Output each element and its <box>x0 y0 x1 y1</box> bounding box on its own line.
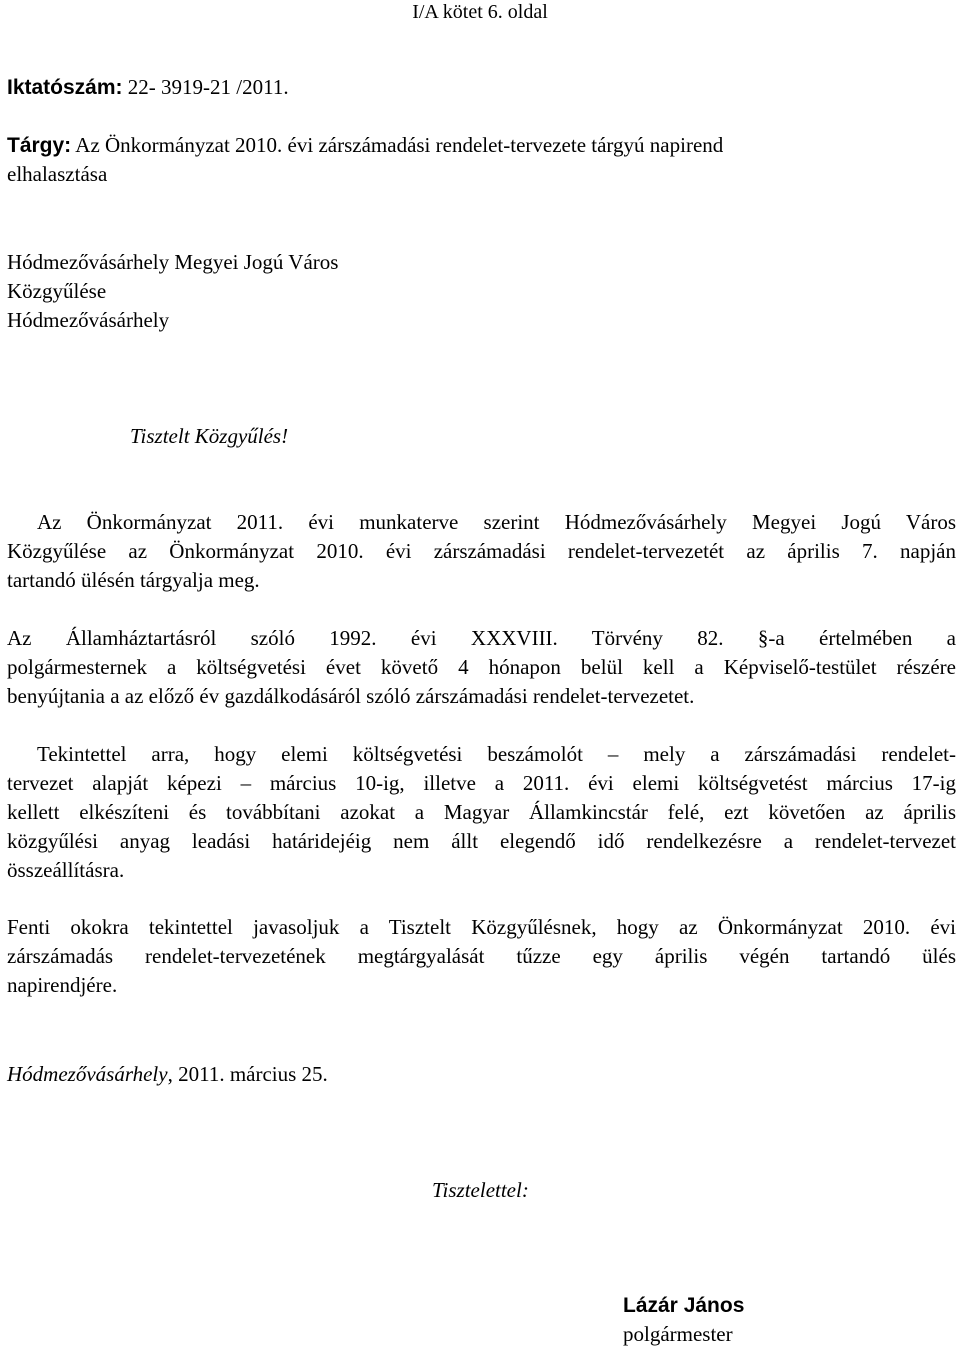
filing-number <box>7 73 289 102</box>
page-header: I/A kötet 6. oldal <box>412 1 548 23</box>
filing-number-label: Iktatószám: <box>7 76 123 99</box>
subject-line-2: elhalasztása <box>7 162 108 186</box>
paragraph-1-line: Az Önkormányzat 2011. évi munkaterve szerint Hódmezővásárhely Megyei Jogú Város <box>37 510 956 534</box>
place-date <box>7 1060 328 1089</box>
address-line-2: Közgyűlése <box>7 279 107 303</box>
closing <box>432 1176 529 1205</box>
paragraph-2-line: benyújtania a az előző év gazdálkodásáról szóló zárszámadási rendelet-tervezetet. <box>7 684 695 708</box>
date-text: , 2011. március 25. <box>167 1062 328 1086</box>
paragraph-3 <box>7 740 956 885</box>
paragraph-3-line: Tekintettel arra, hogy elemi költségvetési beszámolót – mely a zárszámadási rendelet- <box>37 742 956 766</box>
filing-number-value: 22- 3919-21 /2011. <box>122 75 289 99</box>
paragraph-3-line: összeállításra. <box>7 858 125 882</box>
place-name: Hódmezővásárhely <box>7 1062 168 1086</box>
address-line-1: Hódmezővásárhely Megyei Jogú Város <box>7 250 339 274</box>
subject-label: Tárgy: <box>7 134 72 157</box>
paragraph-4-line: Fenti okokra tekintettel javasoljuk a Tisztelt Közgyűlésnek, hogy az Önkormányzat 2010. évi <box>7 915 956 939</box>
paragraph-2-line: Az Államháztartásról szóló 1992. évi XXXVIII. Törvény 82. §-a értelmében a <box>7 626 956 650</box>
salutation <box>130 422 288 451</box>
paragraph-4-line: napirendjére. <box>7 973 118 997</box>
paragraph-1-line: Közgyűlése az Önkormányzat 2010. évi zárszámadási rendelet-tervezetét az április 7. napján <box>7 539 956 563</box>
paragraph-4-line: zárszámadás rendelet-tervezetének megtárgyalását tűzze egy április végén tartandó ülés <box>7 944 956 968</box>
paragraph-1 <box>7 508 956 595</box>
subject <box>7 131 723 160</box>
signature-name <box>623 1291 744 1320</box>
address-line-3: Hódmezővásárhely <box>7 308 170 332</box>
paragraph-3-line: tervezet alapját képezi – március 10-ig, illetve a 2011. évi elemi költségvetést március 17-ig <box>7 771 956 795</box>
salutation-text: Tisztelt Közgyűlés! <box>130 424 289 448</box>
signature-name-text: Lázár János <box>623 1294 745 1317</box>
paragraph-1-line: tartandó ülésén tárgyalja meg. <box>7 568 260 592</box>
signature-title: polgármester <box>623 1322 733 1346</box>
paragraph-3-line: közgyűlési anyag leadási határidejéig nem állt elegendő idő rendelkezésre a rendelet-tervezet <box>7 829 956 853</box>
paragraph-3-line: kellett elkészíteni és továbbítani azokat a Magyar Államkincstár felé, ezt követően az április <box>7 800 956 824</box>
paragraph-2 <box>7 624 956 711</box>
paragraph-4 <box>7 913 956 1000</box>
paragraph-2-line: polgármesternek a költségvetési évet követő 4 hónapon belül kell a Képviselő-testület részére <box>7 655 956 679</box>
subject-line-1: Az Önkormányzat 2010. évi zárszámadási rendelet-tervezete tárgyú napirend <box>71 133 724 157</box>
closing-text: Tisztelettel: <box>432 1178 529 1202</box>
